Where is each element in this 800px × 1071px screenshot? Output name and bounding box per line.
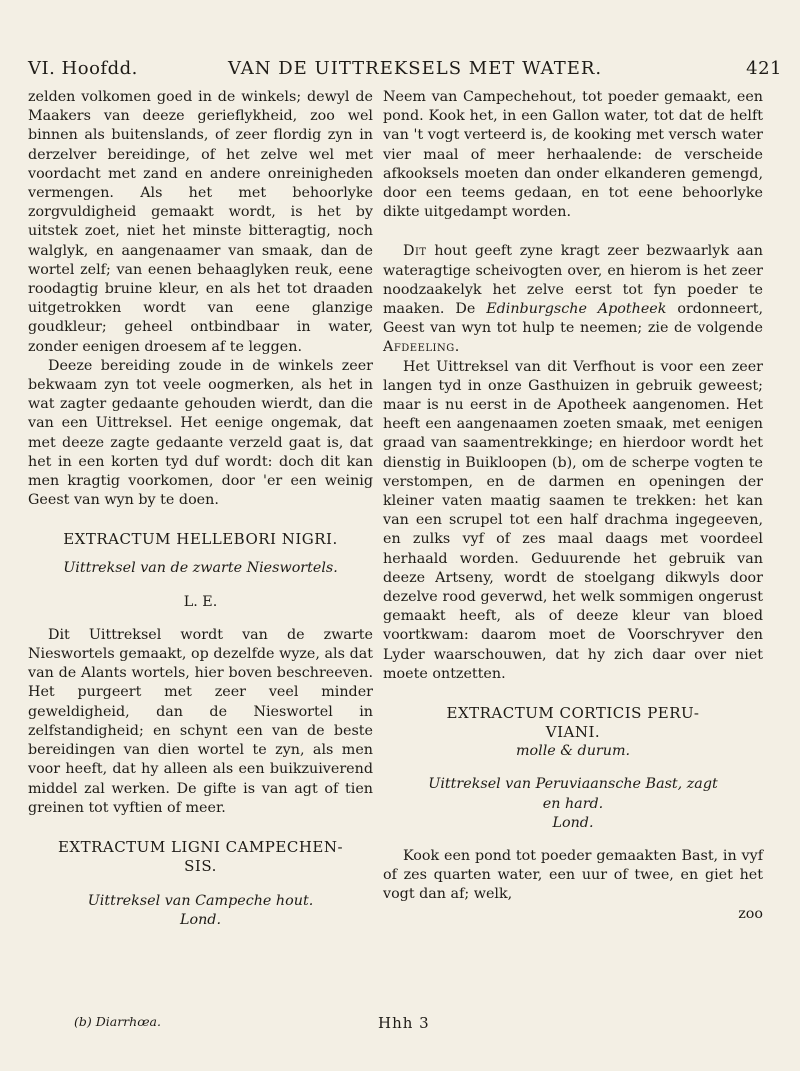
section-heading: EXTRACTUM HELLEBORI NIGRI. (63, 530, 338, 549)
section-subheading: molle & durum. (515, 743, 631, 760)
paragraph: Neem van Campechehout, tot poeder gemaakt, een pond. Kook het, in een Gallon water, tot dat de helft van 't vogt verteerd is, de kooking met versch water vier maal of meer herhaalende: de verscheide afkooksels moeten dan onder elkanderen gemengd, door een teems gedaan, en tot eene behoorlyke dikte uitgedampt worden. (383, 89, 763, 221)
section-heading: EXTRACTUM CORTICIS PERU- (446, 704, 700, 723)
section-subheading: Uittreksel van de zwarte Nieswortels. (63, 560, 338, 577)
pharmacopoeia-mark: Lond. (179, 912, 221, 929)
paragraph-lead: Dit (403, 243, 427, 260)
catchword: zoo (738, 905, 763, 922)
section-heading-continued: SIS. (184, 856, 217, 875)
right-column (383, 88, 763, 924)
section-subheading: Uittreksel van Peruviaansche Bast, zagt (428, 776, 718, 793)
book-title: Edinburgsche Apotheek (486, 301, 667, 318)
paragraph-text: ordonneert, Geest van wyn tot hulp te neemen; zie de volgende (383, 301, 763, 337)
footnote: (b) Diarrhœa. (74, 1014, 161, 1029)
running-header (28, 58, 788, 88)
cross-reference: Afdeeling. (383, 339, 460, 356)
section-subheading-continued: en hard. (542, 795, 604, 812)
section-heading: EXTRACTUM LIGNI CAMPECHEN- (57, 837, 344, 856)
paragraph: Het Uittreksel van dit Verfhout is voor een zeer langen tyd in onze Gasthuizen in gebruik geweest; maar is nu eerst in de Apotheek aangenomen. Het heeft een aangenaamen zoeten smaak, met eenigen graad van saamentrekkinge; en hierdoor wordt het dienstig in Buikloopen (b), om de scherpe vogten te verstompen, en de darmen en openingen der kleiner vaten maatig saamen te trekken: het kan van een scrupel tot een half drachma ingegeeven, en zulks vyf of zes maal daags met voordeel herhaald worden. Geduurende het gebruik van deeze Artseny, wordt de stoelgang dikwyls door dezelve rood geverwd, het welk sommigen ongerust gemaakt heeft, als of deeze kleur van bloed voortkwam: daarom moet de Voorschryver den Lyder waarschouwen, dat hy zich daar over niet moete ontzetten. (383, 358, 763, 682)
left-column (28, 88, 373, 934)
section-heading-continued: VIANI. (545, 723, 601, 742)
pharmacopoeia-mark: Lond. (552, 814, 594, 831)
chapter-label: VI. Hoofdd. (28, 58, 138, 79)
signature-mark: Hhh 3 (378, 1014, 430, 1032)
paragraph: Dit Uittreksel wordt van de zwarte Nieswortels gemaakt, op dezelfde wyze, als dat van de Alants wortels, hier boven beschreeven. Het purgeert met zeer veel minder geweldigheid, dan de Nieswortel in zelfstandigheid; en schynt een van de beste bereidingen van dien wortel te zyn, als men voor heeft, dat hy alleen als een buikzuiverend middel zal werken. De gifte is van agt of tien greinen tot vyftien of meer. (28, 626, 373, 816)
paragraph: zelden volkomen goed in de winkels; dewyl de Maakers van deeze gerieflykheid, zoo wel binnen als buitenslands, of zeer flordig zyn in derzelver bereidinge, of het zelve wel met voordacht met zand en andere onreinigheden vermengen. Als het met behoorlyke zorgvuldigheid gemaakt wordt, is het by uitstek zoet, niet het minste bitteragtig, noch walglyk, en aangenaamer van smaak, dan de wortel zelf; van eenen behaaglyken reuk, eene roodagtig bruine kleur, en als het tot draaden uitgetrokken wordt van eene glanzige goudkleur; geheel ontbindbaar in water, zonder eenigen droesem af te leggen. (28, 89, 373, 355)
pharmacopoeia-mark: L. E. (183, 593, 218, 610)
paragraph (383, 242, 763, 357)
paragraph-text: hout geeft zyne kragt zeer bezwaarlyk aan wateragtige scheivogten over, en hierom is het zeer noodzaakelyk het zelve eerst tot fyn poeder te maaken. De (383, 243, 763, 318)
section-subheading: Uittreksel van Campeche hout. (87, 892, 314, 909)
paragraph: Kook een pond tot poeder gemaakten Bast, in vyf of zes quarten water, een uur of twee, en giet het vogt dan af; welk, (383, 847, 763, 903)
page-number: 421 (746, 58, 782, 79)
running-title: VAN DE UITTREKSELS MET WATER. (228, 58, 603, 79)
paragraph: Deeze bereiding zoude in de winkels zeer bekwaam zyn tot veele oogmerken, als het in wat zagter gedaante gehouden wierdt, dan die van een Uittreksel. Het eenige ongemak, dat met deeze zagte gedaante verzeld gaat is, dat het in een korten tyd duf wordt: doch dit kan men kragtig voorkomen, door 'er een weinig Geest van wyn by te doen. (28, 357, 373, 509)
